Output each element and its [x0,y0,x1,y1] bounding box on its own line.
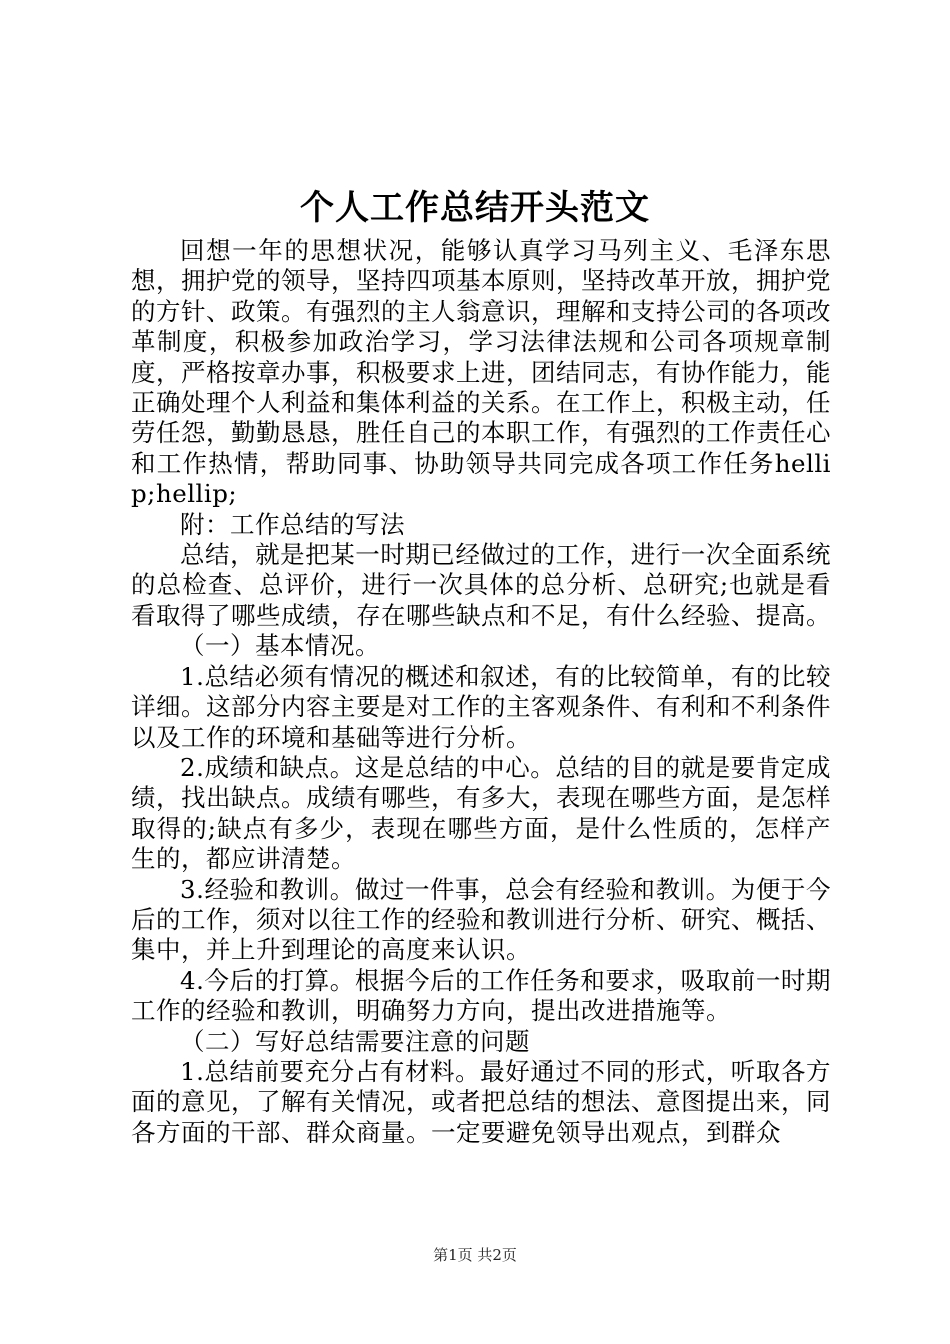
page-number-footer: 第1页 共2页 [433,1246,517,1264]
paragraph-item-3: 3.经验和教训。做过一件事，总会有经验和教训。为便于今后的工作，须对以往工作的经验和教训进行分析、研究、概括、集中，并上升到理论的高度来认识。 [131,874,831,965]
paragraph-note-1: 1.总结前要充分占有材料。最好通过不同的形式，听取各方面的意见，了解有关情况，或者把总结的想法、意图提出来，同各方面的干部、群众商量。一定要避免领导出观点，到群众 [131,1056,831,1147]
document-title: 个人工作总结开头范文 [300,188,650,228]
section-heading-notes: （二）写好总结需要注意的问题 [180,1026,530,1056]
paragraph-item-1: 1.总结必须有情况的概述和叙述，有的比较简单，有的比较详细。这部分内容主要是对工作的主客观条件、有利和不利条件以及工作的环境和基础等进行分析。 [131,661,831,752]
paragraph-item-4: 4.今后的打算。根据今后的工作任务和要求，吸取前一时期工作的经验和教训，明确努力方向，提出改进措施等。 [131,965,831,1026]
section-heading-basic: （一）基本情况。 [180,631,380,661]
paragraph-definition: 总结，就是把某一时期已经做过的工作，进行一次全面系统的总检查、总评价，进行一次具体的总分析、总研究;也就是看看取得了哪些成绩，存在哪些缺点和不足，有什么经验、提高。 [131,540,831,630]
document-body [131,236,831,1148]
paragraph-appendix-heading: 附：工作总结的写法 [180,509,405,539]
paragraph-intro: 回想一年的思想状况，能够认真学习马列主义、毛泽东思想，拥护党的领导，坚持四项基本原则，坚持改革开放，拥护党的方针、政策。有强烈的主人翁意识，理解和支持公司的各项改革制度，积极参加政治学习，学习法律法规和公司各项规章制度，严格按章办事，积极要求上进，团结同志，有协作能力，能正确处理个人利益和集体利益的关系。在工作上，积极主动，任劳任怨，勤勤恳恳，胜任自己的本职工作，有强烈的工作责任心和工作热情，帮助同事、协助领导共同完成各项工作任务hellip;hellip; [131,236,831,509]
paragraph-item-2: 2.成绩和缺点。这是总结的中心。总结的目的就是要肯定成绩，找出缺点。成绩有哪些，有多大，表现在哪些方面，是怎样取得的;缺点有多少，表现在哪些方面，是什么性质的，怎样产生的，都应讲清楚。 [131,752,831,874]
